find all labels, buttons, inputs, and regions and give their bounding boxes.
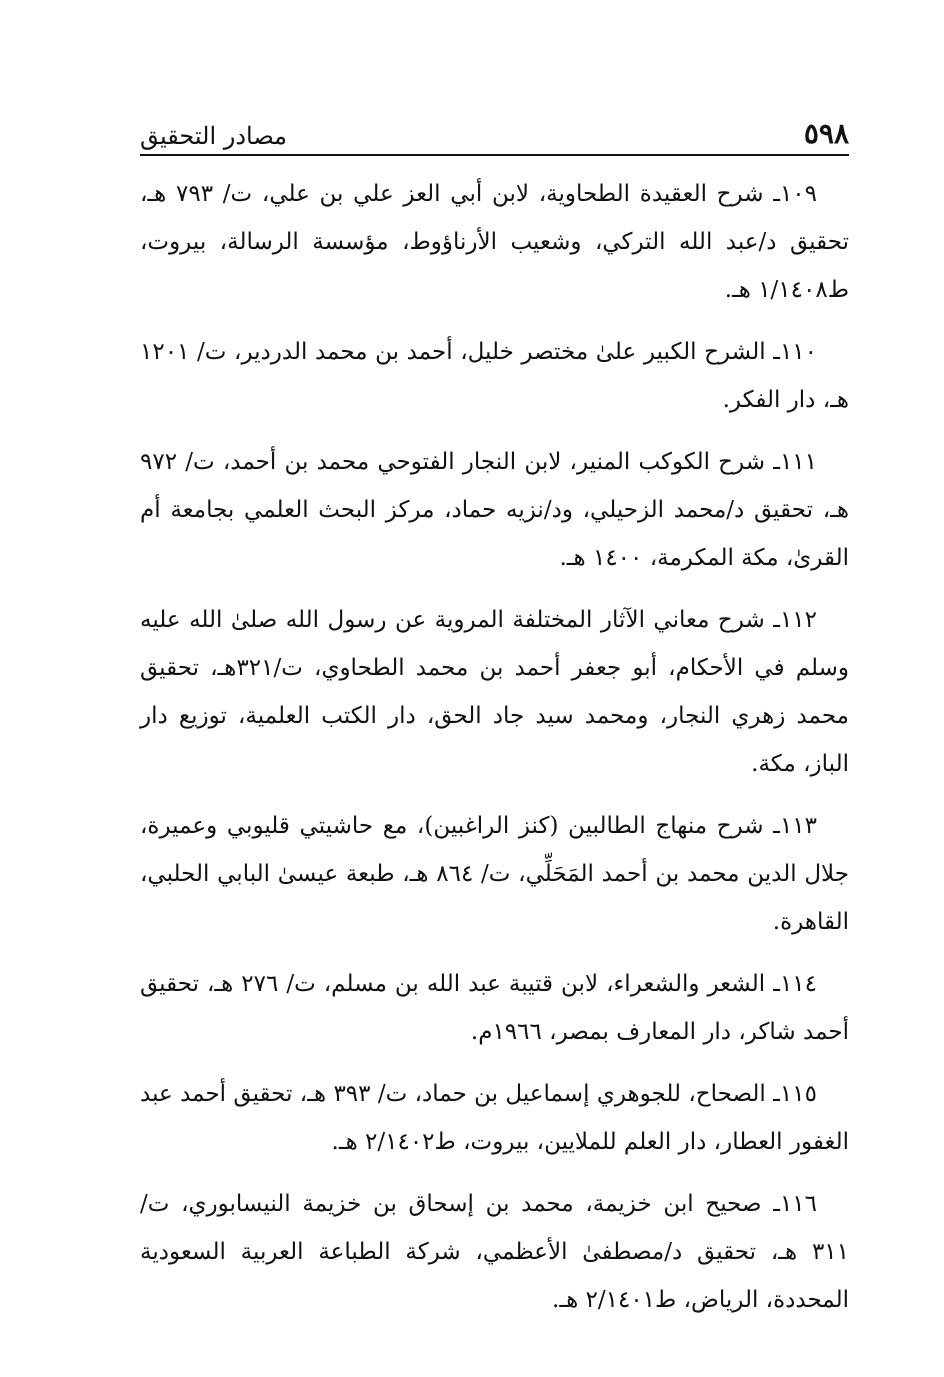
bibliography-entry-110: ١١٠ـ الشرح الكبير علىٰ مختصر خليل، أحمد بن محمد الدردير، ت/ ١٢٠١ هـ، دار الفكر. <box>140 339 849 413</box>
bibliography-entry-114: ١١٤ـ الشعر والشعراء، لابن قتيبة عبد الله بن مسلم، ت/ ٢٧٦ هـ، تحقيق أحمد شاكر، دار المعارف بمصر، ١٩٦٦م. <box>140 971 849 1045</box>
bibliography-entry-115: ١١٥ـ الصحاح، للجوهري إسماعيل بن حماد، ت/ ٣٩٣ هـ، تحقيق أحمد عبد الغفور العطار، دار العلم للملايين، بيروت، ط٢/١٤٠٢ هـ. <box>140 1081 849 1155</box>
bibliography-entry-112: ١١٢ـ شرح معاني الآثار المختلفة المروية عن رسول الله صلىٰ الله عليه وسلم في الأحكام، أبو جعفر أحمد بن محمد الطحاوي، ت/٣٢١هـ، تحقيق محمد زهري النجار، ومحمد سيد جاد الحق، دار الكتب العلمية، توزيع دار الباز، مكة. <box>140 607 850 777</box>
bibliography-list <box>140 170 849 1338</box>
page-number: ٥٩٨ <box>803 117 849 150</box>
bibliography-entry-109: ١٠٩ـ شرح العقيدة الطحاوية، لابن أبي العز علي بن علي، ت/ ٧٩٣ هـ، تحقيق د/عبد الله التركي، وشعيب الأرناؤوط، مؤسسة الرسالة، بيروت، ط١/١٤٠٨ هـ. <box>140 181 849 303</box>
running-title: مصادر التحقيق <box>140 122 287 150</box>
bibliography-entry-111: ١١١ـ شرح الكوكب المنير، لابن النجار الفتوحي محمد بن أحمد، ت/ ٩٧٢ هـ، تحقيق د/محمد الزحيلي، ود/نزيه حماد، مركز البحث العلمي بجامعة أم القرىٰ، مكة المكرمة، ١٤٠٠ هـ. <box>140 449 849 571</box>
bibliography-entry-113: ١١٣ـ شرح منهاج الطالبين (كنز الراغبين)، مع حاشيتي قليوبي وعميرة، جلال الدين محمد بن أحمد المَحَلِّي، ت/ ٨٦٤ هـ، طبعة عيسىٰ البابي الحلبي، القاهرة. <box>140 813 849 935</box>
bibliography-entry-116: ١١٦ـ صحيح ابن خزيمة، محمد بن إسحاق بن خزيمة النيسابوري، ت/ ٣١١ هـ، تحقيق د/مصطفىٰ الأعظمي، شركة الطباعة العربية السعودية المحددة، الرياض، ط٢/١٤٠١ هـ. <box>140 1191 849 1313</box>
page-header <box>140 108 849 156</box>
